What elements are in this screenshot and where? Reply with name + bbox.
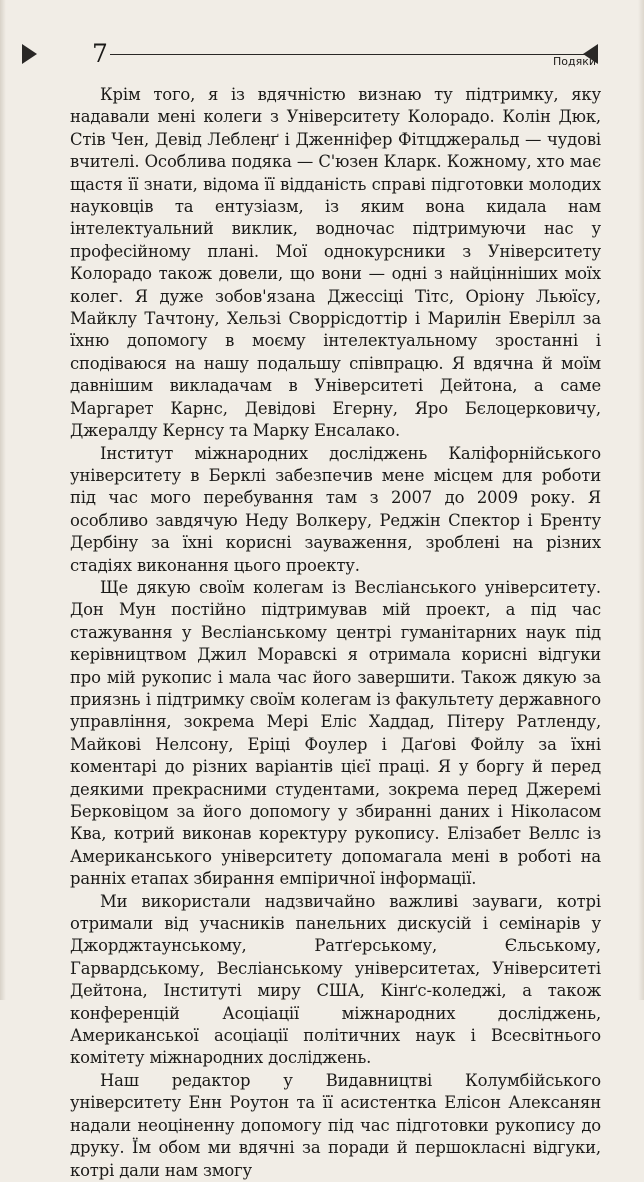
triangle-left-icon: [22, 44, 37, 64]
page-right-edge: [638, 0, 644, 1000]
page-number: 7: [92, 39, 108, 68]
paragraph: Наш редактор у Видавництві Колумбійського університету Енн Роутон та її асистентка Елісон Алексанян надали неоціненну допомогу під час підготовки рукопису до друку. Їм обом ми вдячні за поради й першокласні відгуки, котрі дали нам змогу: [70, 1070, 601, 1180]
running-head-title: Подяки: [552, 55, 596, 68]
running-header: [0, 36, 644, 72]
paragraph: Ще дякую своїм колегам із Весліанського університету. Дон Мун постійно підтримував мій проект, а під час стажування у Весліанському центрі гуманітарних наук під керівництвом Джил Моравскі я отримала корисні відгуки про мій рукопис і мала час його завершити. Також дякую за приязнь і підтримку своїм колегам із факультету державного управління, зокрема Мері Еліс Хаддад, Пітеру Ратленду, Майкові Нелсону, Еріці Фоулер і Даґові Фойлу за їхні коментарі до різних варіантів цієї праці. Я у боргу й перед деякими прекрасними студентами, зокрема перед Джеремі Берковіцом за його допомогу у збиранні даних і Ніколасом Ква, котрий виконав коректуру рукопису. Елізабет Веллс із Американського університету допомагала мені в роботі на ранніх етапах збирання емпіричної інформації.: [70, 577, 601, 889]
paragraph: Крім того, я із вдячністю визнаю ту підтримку, яку надавали мені колеги з Університету Колорадо. Колін Дюк, Стів Чен, Девід Леблеңґ і Дженніфер Фітцджеральд — чудові вчителі. Особлива подяка — С'юзен Кларк. Кожному, хто має щастя її знати, відома її відданість справі підготовки молодих науковців та ентузіазм, із яким вона кидала нам інтелектуальний виклик, водночас підтримуючи нас у професійному плані. Мої однокурсники з Університету Колорадо також довели, що вони — одні з найцінніших моїх колег. Я дуже зобов'язана Джессіці Тітс, Оріону Льюїсу, Майклу Тачтону, Хельзі Своррісдоттір і Марилін Еверілл за їхню допомогу в моєму інтелектуальному зростанні і сподіваюся на нашу подальшу співпрацю. Я вдячна й моїм давнішим викладачам в Університеті Дейтона, а саме Маргарет Карнс, Девідові Егерну, Яро Бєлоцерковичу, Джералду Кернсу та Марку Енсалако.: [70, 85, 601, 441]
paragraph: Ми використали надзвичайно важливі зауваги, котрі отримали від учасників панельних дискусій і семінарів у Джорджтаунському, Ратґерському, Єльському, Гарвардському, Весліанському університетах, Університеті Дейтона, Інституті миру США, Кінґс-коледжі, а також конференцій Асоціації міжнародних досліджень, Американської асоціації політичних наук і Всесвітнього комітету міжнародних досліджень.: [70, 891, 601, 1068]
header-rule: [110, 54, 586, 55]
page-left-edge: [0, 0, 6, 1000]
body-text: [70, 84, 601, 1182]
triangle-right-icon: [583, 44, 598, 64]
paragraph: Інститут міжнародних досліджень Каліфорнійського університету в Берклі забезпечив мене місцем для роботи під час мого перебування там з 2007 до 2009 року. Я особливо завдячую Неду Волкеру, Реджін Спектор і Бренту Дербіну за їхні корисні зауваження, зроблені на різних стадіях виконання цього проекту.: [70, 443, 601, 575]
